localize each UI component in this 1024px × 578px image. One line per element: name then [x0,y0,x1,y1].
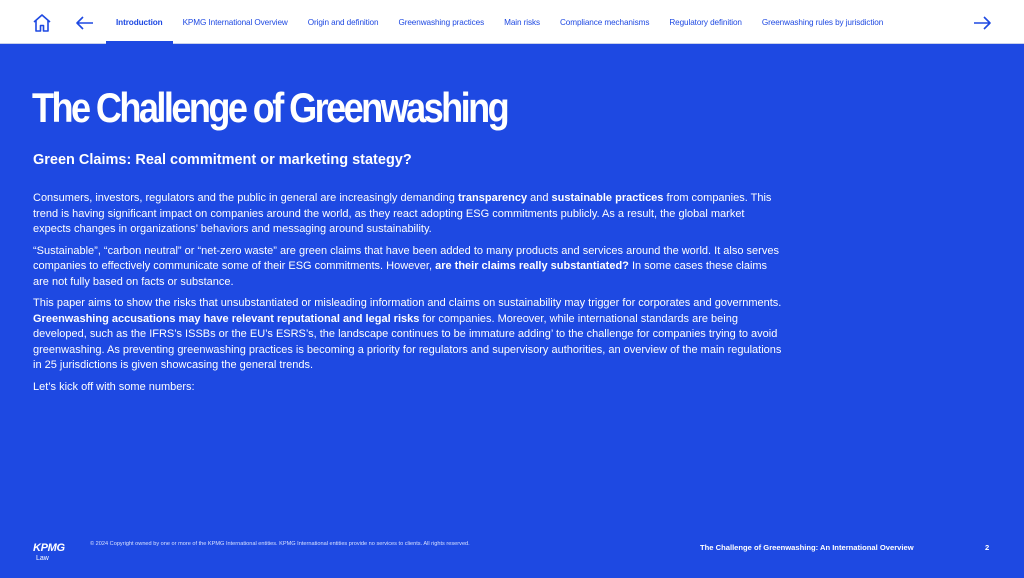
paragraph-3: This paper aims to show the risks that unsubstantiated or misleading information and claims on sustainability may trigger for corporates and governments. Greenwashing accusations may have relevant reputational and legal risks for companies. Moreover, while international standards are being developed, such as the IFRS’s ISSBs or the EU’s ESRS’s, the landscape continues to be immature adding’ to the challenge for companies trying to avoid greenwashing. As preventing greenwashing practices is becoming a priority for regulators and supervisory authorities, an overview of the main regulations in 25 jurisdictions is given showcasing the general trends. [33,297,782,371]
page-subtitle: Green Claims: Real commitment or marketing stategy? [33,152,412,168]
tab-introduction[interactable]: Introduction [106,0,173,44]
tab-regulatory-definition[interactable]: Regulatory definition [669,17,742,27]
home-icon[interactable] [31,12,53,34]
emphasis-claims-substantiated: are their claims really substantiated? [435,260,629,272]
body-text [33,191,783,401]
paragraph-4: Let’s kick off with some numbers: [33,380,195,393]
emphasis-sustainable-practices: sustainable practices [551,192,664,204]
logo-subtext: Law [36,555,49,562]
tab-main-risks[interactable]: Main risks [504,17,540,27]
kpmg-law-logo [33,543,65,563]
footer-document-title: The Challenge of Greenwashing: An International Overview [700,543,914,552]
tab-origin-and-definition[interactable]: Origin and definition [307,17,379,27]
paragraph-2: “Sustainable”, “carbon neutral” or “net-zero waste” are green claims that have been added to many products and services around the world. It also serves companies to effectively communicate some of their ESG commitments. However, are their claims really substantiated? In some cases these claims are not fully based on facts or substance. [33,244,779,288]
tab-kpmg-international-overview[interactable]: KPMG International Overview [182,17,288,27]
emphasis-transparency: transparency [457,192,528,204]
page-number: 2 [985,543,990,552]
tab-greenwashing-practices[interactable]: Greenwashing practices [398,17,485,27]
emphasis-greenwashing-risks: Greenwashing accusations may have relevant reputational and legal risks [33,312,420,325]
tab-compliance-mechanisms[interactable]: Compliance mechanisms [559,17,650,27]
tab-greenwashing-rules-by-jurisdiction[interactable]: Greenwashing rules by jurisdiction [761,17,884,27]
page-title: The Challenge of Greenwashing [32,84,508,131]
section-tabs [106,0,893,44]
arrow-right-icon[interactable] [971,12,993,34]
copyright-notice: © 2024 Copyright owned by one or more of the KPMG International entities. KPMG International entities provide no services to clients. All rights reserved. [90,541,470,547]
top-navigation-bar [0,0,1024,44]
arrow-left-icon[interactable] [74,12,96,34]
logo-text: KPMG [33,542,65,554]
paragraph-1: Consumers, investors, regulators and the public in general are increasingly demanding transparency and sustainable practices from companies. This trend is having significant impact on companies around the world, as they react adopting ESG commitments publicly. As a result, the global market expects changes in organizations’ behaviors and messaging around sustainability. [33,192,772,235]
